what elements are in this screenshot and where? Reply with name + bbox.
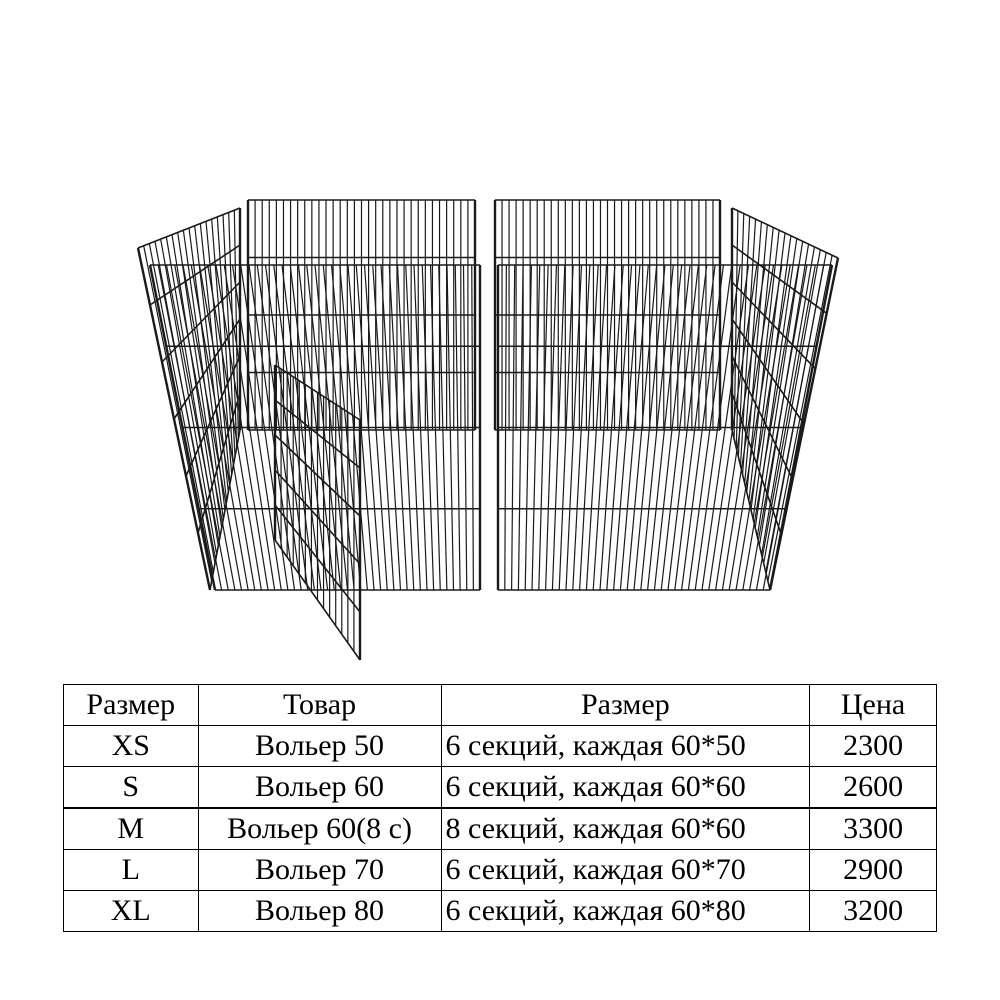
cell-dimensions: 8 секций, каждая 60*60 [441, 808, 810, 850]
table-row [64, 808, 937, 850]
cell-price: 3300 [810, 808, 937, 850]
cell-price: 3200 [810, 891, 937, 932]
table-row [64, 726, 937, 767]
cell-size: L [64, 850, 199, 891]
cell-dimensions: 6 секций, каждая 60*80 [441, 891, 810, 932]
cell-product: Вольер 80 [198, 891, 441, 932]
cell-dimensions: 6 секций, каждая 60*50 [441, 726, 810, 767]
table-row [64, 891, 937, 932]
playpen-image [120, 180, 860, 680]
cell-product: Вольер 70 [198, 850, 441, 891]
playpen-cage-drawing [120, 180, 860, 680]
header-size: Размер [64, 685, 199, 726]
cell-dimensions: 6 секций, каждая 60*60 [441, 767, 810, 809]
cell-product: Вольер 60 [198, 767, 441, 809]
header-product: Товар [198, 685, 441, 726]
header-dimensions: Размер [441, 685, 810, 726]
cell-product: Вольер 60(8 с) [198, 808, 441, 850]
cell-price: 2900 [810, 850, 937, 891]
cell-price: 2600 [810, 767, 937, 809]
cell-size: M [64, 808, 199, 850]
table-header-row [64, 685, 937, 726]
cell-size: XL [64, 891, 199, 932]
cell-price: 2300 [810, 726, 937, 767]
cell-product: Вольер 50 [198, 726, 441, 767]
cell-size: S [64, 767, 199, 809]
price-table [63, 684, 937, 932]
table-row [64, 767, 937, 809]
table-row [64, 850, 937, 891]
cell-size: XS [64, 726, 199, 767]
cell-dimensions: 6 секций, каждая 60*70 [441, 850, 810, 891]
header-price: Цена [810, 685, 937, 726]
